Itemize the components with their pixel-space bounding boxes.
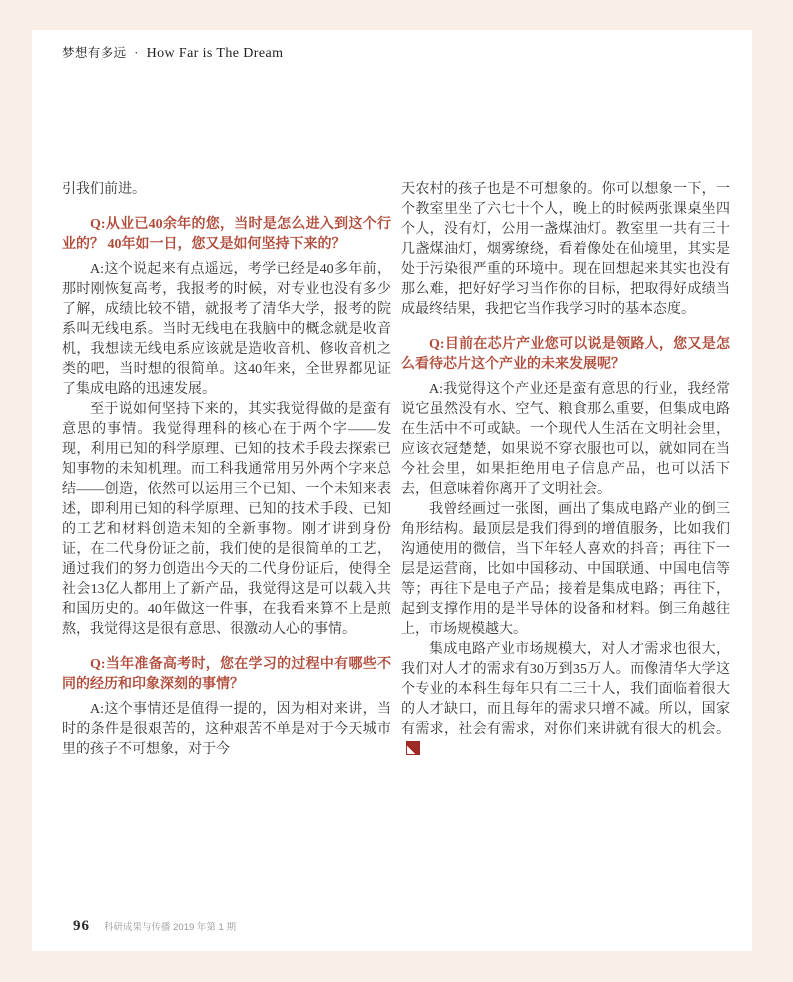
question-paragraph: Q:当年准备高考时，您在学习的过程中有哪些不同的经历和印象深刻的事情？ xyxy=(62,657,391,692)
left-column xyxy=(62,180,391,760)
running-head-title-en: How Far is The Dream xyxy=(146,46,284,61)
body-paragraph: 引我们前进。 xyxy=(62,182,146,197)
body-paragraph: 至于说如何坚持下来的，其实我觉得做的是蛮有意思的事情。我觉得理科的核心在于两个字——发现，利用已知的科学原理、已知的技术手段去探索已知事物的未知机理。而工科我通常用另外两个字来总结——创造，依然可以运用三个已知、一个未知来表述，即利用已知的科学原理、已知的技术手段、已知的工艺和材料创造未知的全新事物。刚才讲到身份证，在二代身份证之前，我们使的是很简单的工艺，通过我们的努力创造出今天的二代身份证后，使得全社会13亿人都用上了新产品，我觉得这是可以载入共和国历史的。40年做这一件事，在我看来算不上是煎熬，我觉得这是很有意思、很激动人心的事情。 xyxy=(62,402,391,637)
journal-title: 科研成果与传播 2019 年第 1 期 xyxy=(104,922,236,933)
body-paragraph: 集成电路产业市场规模大，对人才需求也很大，我们对人才的需求有30万到35万人。而像清华大学这个专业的本科生每年只有二三十人，我们面临着很大的人才缺口，而且每年的需求只增不减。所以，国家有需求，社会有需求，对你们来讲就有很大的机会。 xyxy=(401,640,730,760)
article-end-icon xyxy=(407,742,419,754)
question-paragraph: Q:目前在芯片产业您可以说是领路人，您又是怎么看待芯片这个产业的未来发展呢？ xyxy=(401,337,730,372)
article-body xyxy=(62,180,730,760)
question-paragraph: Q:从业已40余年的您，当时是怎么进入到这个行业的？ 40年如一日，您又是如何坚持下来的？ xyxy=(62,217,391,252)
body-paragraph: 我曾经画过一张图，画出了集成电路产业的倒三角形结构。最顶层是我们得到的增值服务，比如我们沟通使用的微信，当下年轻人喜欢的抖音；再往下一层是运营商，比如中国移动、中国联通、中国电信等等；再往下是电子产品；接着是集成电路；再往下，起到支撑作用的是半导体的设备和材料。倒三角越往上，市场规模越大。 xyxy=(401,502,730,637)
page-number: 96 xyxy=(73,918,90,934)
body-paragraph: A:这个事情还是值得一提的，因为相对来讲，当时的条件是很艰苦的，这种艰苦不单是对于今天城市里的孩子不可想象，对于今 xyxy=(62,702,391,757)
body-paragraph: 天农村的孩子也是不可想象的。你可以想象一下，一个教室里坐了六七十个人，晚上的时候两张课桌坐四个人，没有灯，公用一盏煤油灯。教室里一共有三十几盏煤油灯，烟雾缭绕，看着像处在仙境里，其实是处于污染很严重的环境中。现在回想起来其实也没有那么难，把好好学习当作你的目标，把取得好成绩当成最终结果，我把它当作我学习时的基本态度。 xyxy=(401,182,730,317)
running-head-title-cn: 梦想有多远 xyxy=(62,46,127,60)
body-paragraph: A:我觉得这个产业还是蛮有意思的行业，我经常说它虽然没有水、空气、粮食那么重要，但集成电路在生活中不可或缺。一个现代人生活在文明社会里，应该衣冠楚楚，如果说不穿衣服也可以，就如同在当今社会里，如果拒绝用电子信息产品，也可以活下去，但意味着你离开了文明社会。 xyxy=(401,382,730,497)
magazine-page xyxy=(32,30,752,951)
body-paragraph: A:这个说起来有点遥远，考学已经是40多年前，那时刚恢复高考，我报考的时候，对专业也没有多少了解，成绩比较不错，就报考了清华大学，报考的院系叫无线电系。当时无线电在我脑中的概念就是收音机，我想读无线电系应该就是造收音机、修收音机之类的吧，当时想的很简单。这40年来，全世界都见证了集成电路的迅速发展。 xyxy=(62,262,391,397)
running-head-separator: · xyxy=(134,45,139,60)
right-column xyxy=(401,180,730,760)
page-footer xyxy=(73,917,236,935)
running-head xyxy=(62,43,283,62)
